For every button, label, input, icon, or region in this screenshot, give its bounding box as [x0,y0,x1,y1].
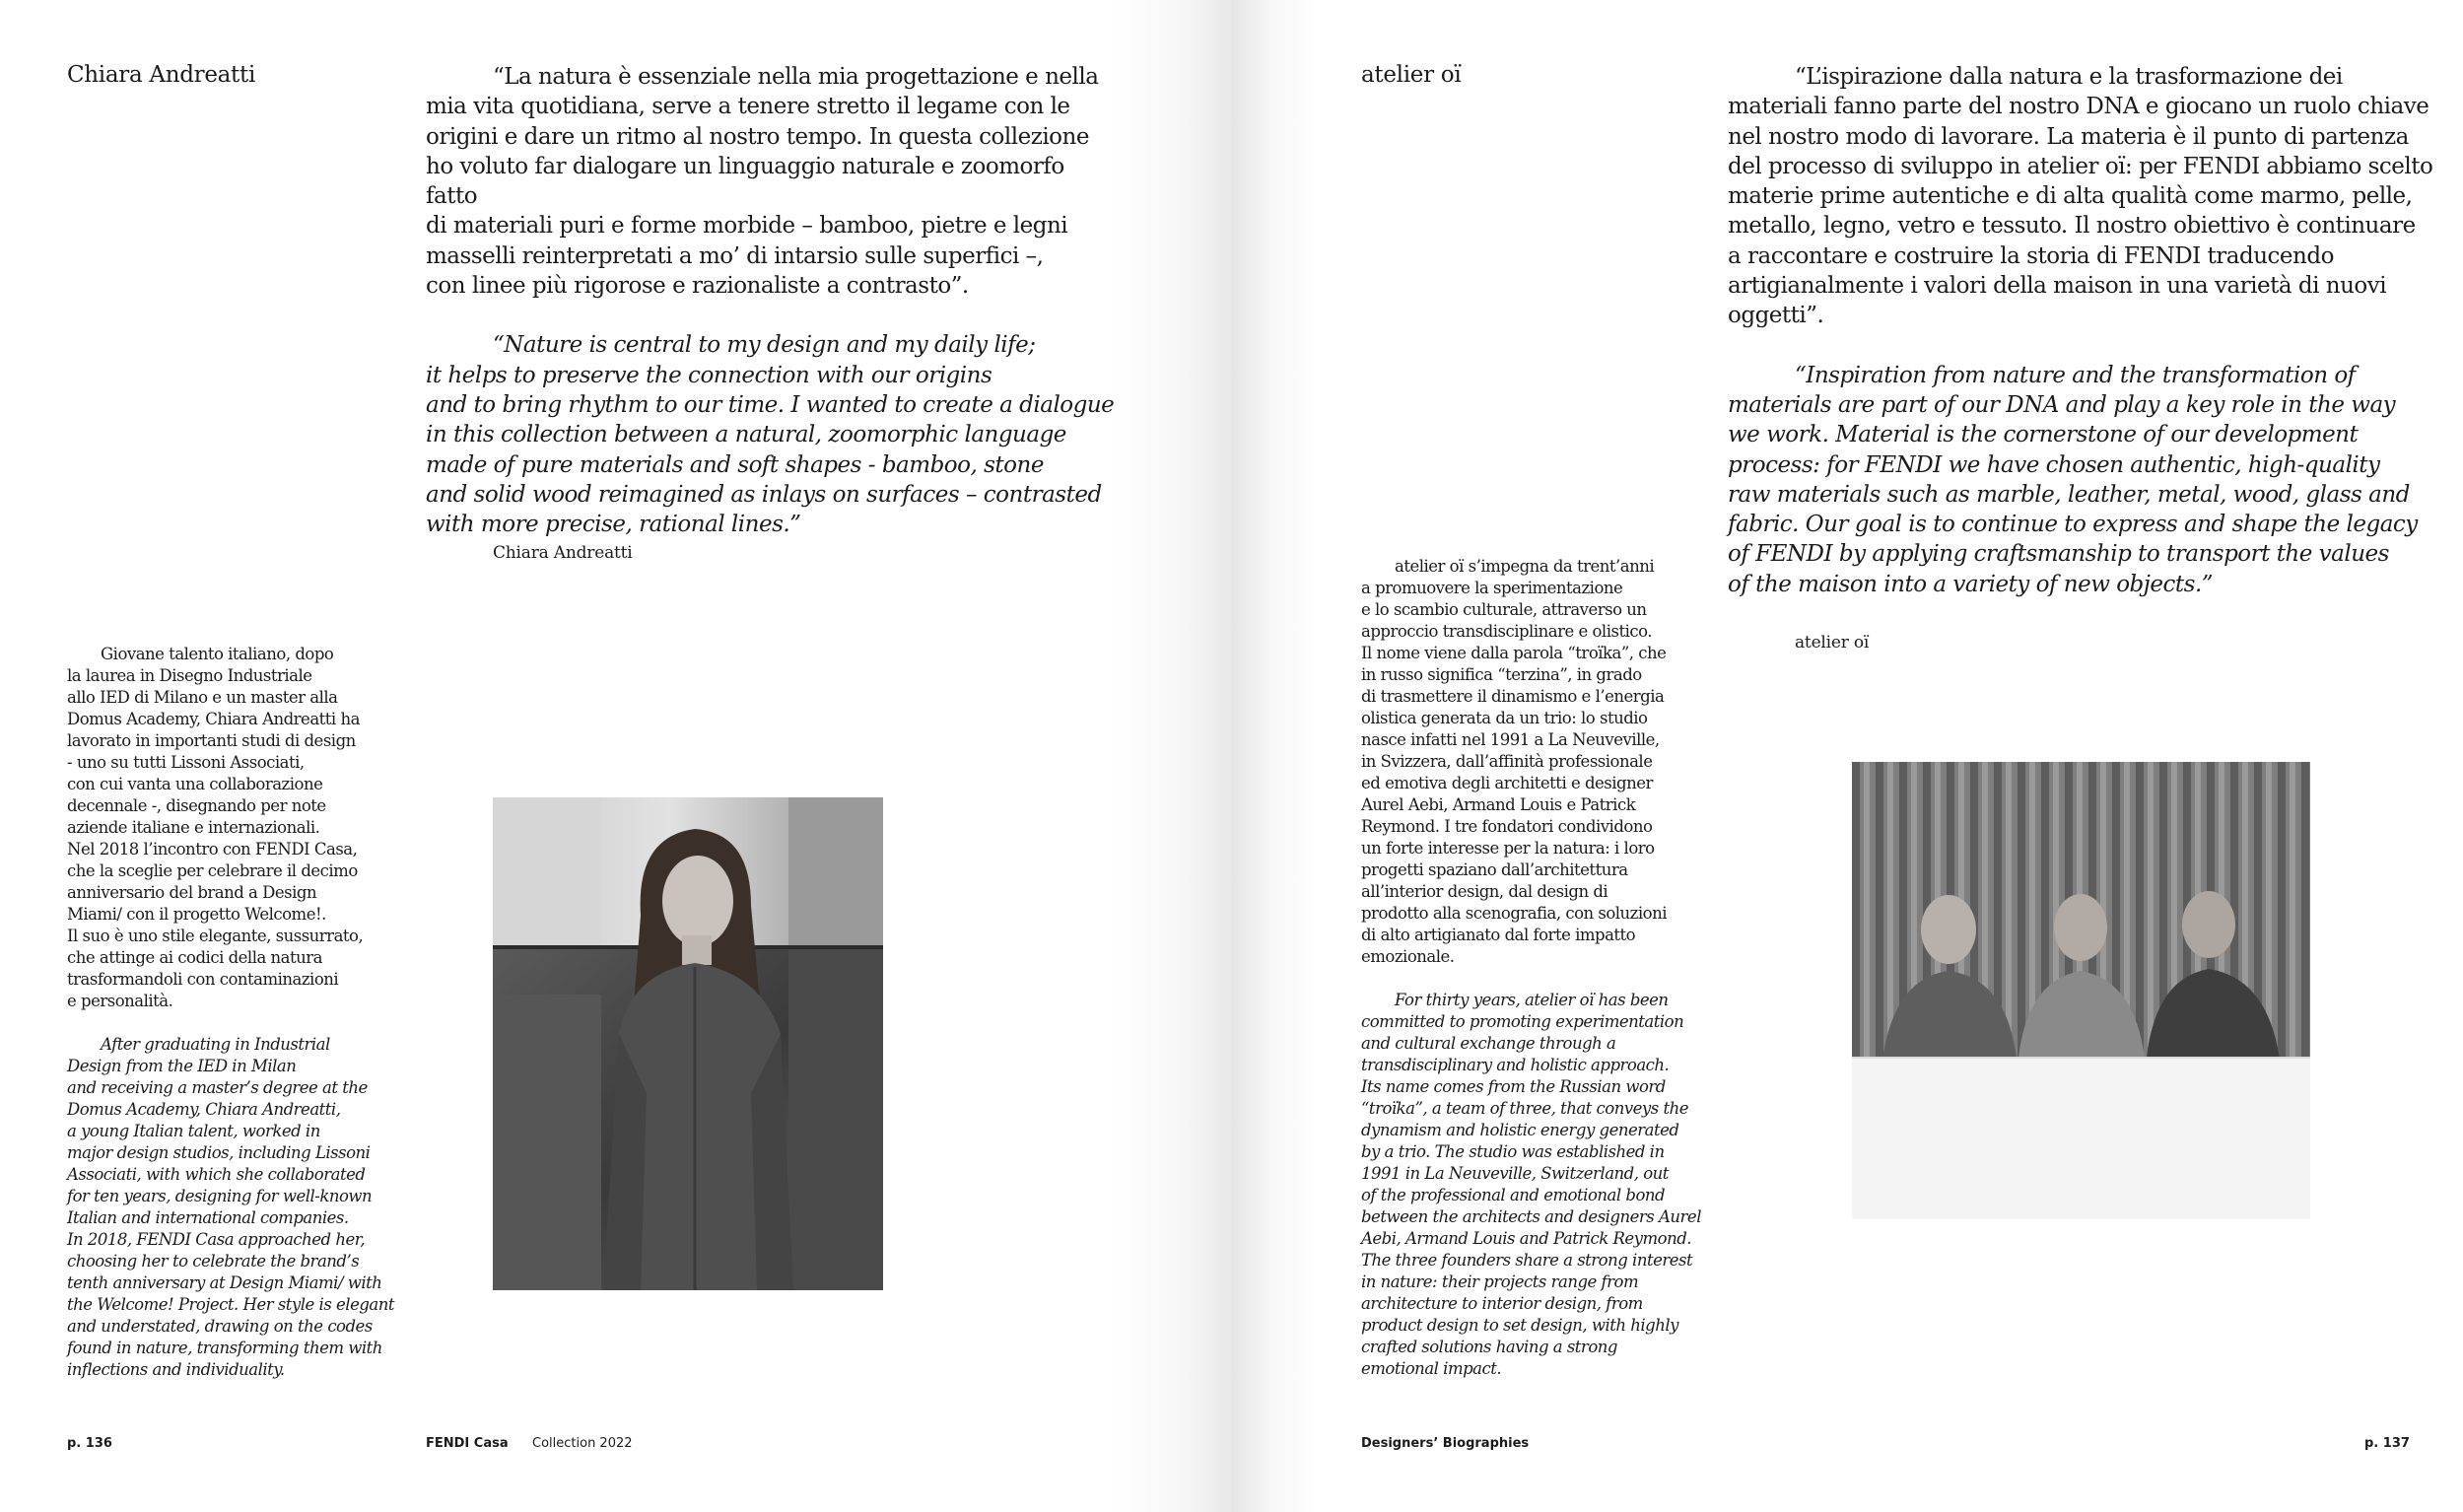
quote-block-right [1728,62,2457,599]
brand-label: FENDI Casa [426,1436,509,1451]
signature-left: Chiara Andreatti [493,543,633,563]
signature-right: atelier oï [1795,633,1870,653]
portrait-photo-icon [493,797,883,1290]
designer-name-left: Chiara Andreatti [67,62,256,88]
quote-italian-left: “La natura è essenziale nella mia progettazione e nella mia vita quotidiana, serve a tenere stretto il legame con le origini e dare un ritmo al nostro tempo. In questa collezione ho voluto far dialogare un linguaggio naturale e zoomorfo fatto di materiali puri e forme morbide – bamboo, pietre e legni masselli reinterpretati a mo’ di intarsio sulle superfici –, con linee più rigorose e razionaliste a contrasto”. [426,64,1099,300]
portrait-photo [493,797,883,1290]
quote-english-right: “Inspiration from nature and the transformation of materials are part of our DNA and play a key role in the way we work. Material is the cornerstone of our development process: for FENDI we have chosen authentic, high-quality raw materials such as marble, leather, metal, wood, glass and fabric. Our goal is to continue to express and shape the legacy of FENDI by applying craftsmanship to transport the values of the maison into a variety of new objects.” [1728,362,2418,597]
quote-block-left [426,62,1116,539]
gutter-shadow-left [1114,0,1232,1512]
page-number-right: p. 137 [2364,1436,2410,1451]
group-photo-icon [1852,762,2310,1219]
section-label: Designers’ Biographies [1361,1436,1530,1451]
bio-italian-left: Giovane talento italiano, dopo la laurea in Disegno Industriale allo IED di Milano e un master alla Domus Academy, Chiara Andreatti ha lavorato in importanti studi di design - uno su tutti Lissoni Associati, con cui vanta una collaborazione decennale -, disegnando per note aziende italiane e internazionali. Nel 2018 l’incontro con FENDI Casa, che la sceglie per celebrare il decimo anniversario del brand a Design Miami/ con il progetto Welcome!. Il suo è uno stile elegante, sussurrato, che attinge ai codici della natura trasformandoli con contaminazioni e personalità. [67,645,364,1010]
bio-left [67,644,412,1381]
quote-italian-right: “L’ispirazione dalla natura e la trasformazione dei materiali fanno parte del nostro DNA e giocano un ruolo chiave nel nostro modo di lavorare. La materia è il punto di partenza del processo di sviluppo in atelier oï: per FENDI abbiamo scelto materie prime autentiche e di alta qualità come marmo, pelle, metallo, legno, vetro e tessuto. Il nostro obiettivo è continuare a raccontare e costruire la storia di FENDI traducendo artigianalmente i valori della maison in una varietà di nuovi oggetti”. [1728,64,2433,329]
designer-name-right: atelier oï [1361,62,1462,88]
bio-english-right: For thirty years, atelier oï has been committed to promoting experimentation and cultural exchange through a transdisciplinary and holistic approach. Its name comes from the Russian word “troïka”, a team of three, that conveys the dynamism and holistic energy generated by a trio. The studio was established in 1991 in La Neuveville, Switzerland, out of the professional and emotional bond between the architects and designers Aurel Aebi, Armand Louis and Patrick Reymond. The three founders share a strong interest in nature: their projects range from architecture to interior design, from product design to set design, with highly crafted solutions having a strong emotional impact. [1361,991,1701,1378]
collection-label: Collection 2022 [532,1436,633,1451]
right-page [1232,0,2463,1512]
gutter-shadow-right [1232,0,1321,1512]
bio-english-left: After graduating in Industrial Design from the IED in Milan and receiving a master’s degree at the Domus Academy, Chiara Andreatti, a young Italian talent, worked in major design studios, including Lissoni Associati, with which she collaborated for ten years, designing for well-known Italian and international companies. In 2018, FENDI Casa approached her, choosing her to celebrate the brand’s tenth anniversary at Design Miami/ with the Welcome! Project. Her style is elegant and understated, drawing on the codes found in nature, transforming them with inflections and individuality. [67,1035,394,1379]
quote-english-left: “Nature is central to my design and my daily life; it helps to preserve the connection with our origins and to bring rhythm to our time. I wanted to create a dialogue in this collection between a natural, zoomorphic language made of pure materials and soft shapes - bamboo, stone and solid wood reimagined as inlays on surfaces – contrasted with more precise, rational lines.” [426,332,1115,538]
page-number-left: p. 136 [67,1436,112,1451]
bio-italian-right: atelier oï s’impegna da trent’anni a promuovere la sperimentazione e lo scambio culturale, attraverso un approccio transdisciplinare e olistico. Il nome viene dalla parola “troïka”, che in russo significa “terzina”, in grado di trasmettere il dinamismo e l’energia olistica generata da un trio: lo studio nasce infatti nel 1991 a La Neuveville, in Svizzera, dall’affinità professionale ed emotiva degli architetti e designer Aurel Aebi, Armand Louis e Patrick Reymond. I tre fondatori condividono un forte interesse per la natura: i loro progetti spaziano dall’architettura all’interior design, dal design di prodotto alla scenografia, con soluzioni di alto artigianato dal forte impatto emozionale. [1361,557,1667,966]
bio-right [1361,556,1716,1380]
group-photo [1852,762,2310,1219]
